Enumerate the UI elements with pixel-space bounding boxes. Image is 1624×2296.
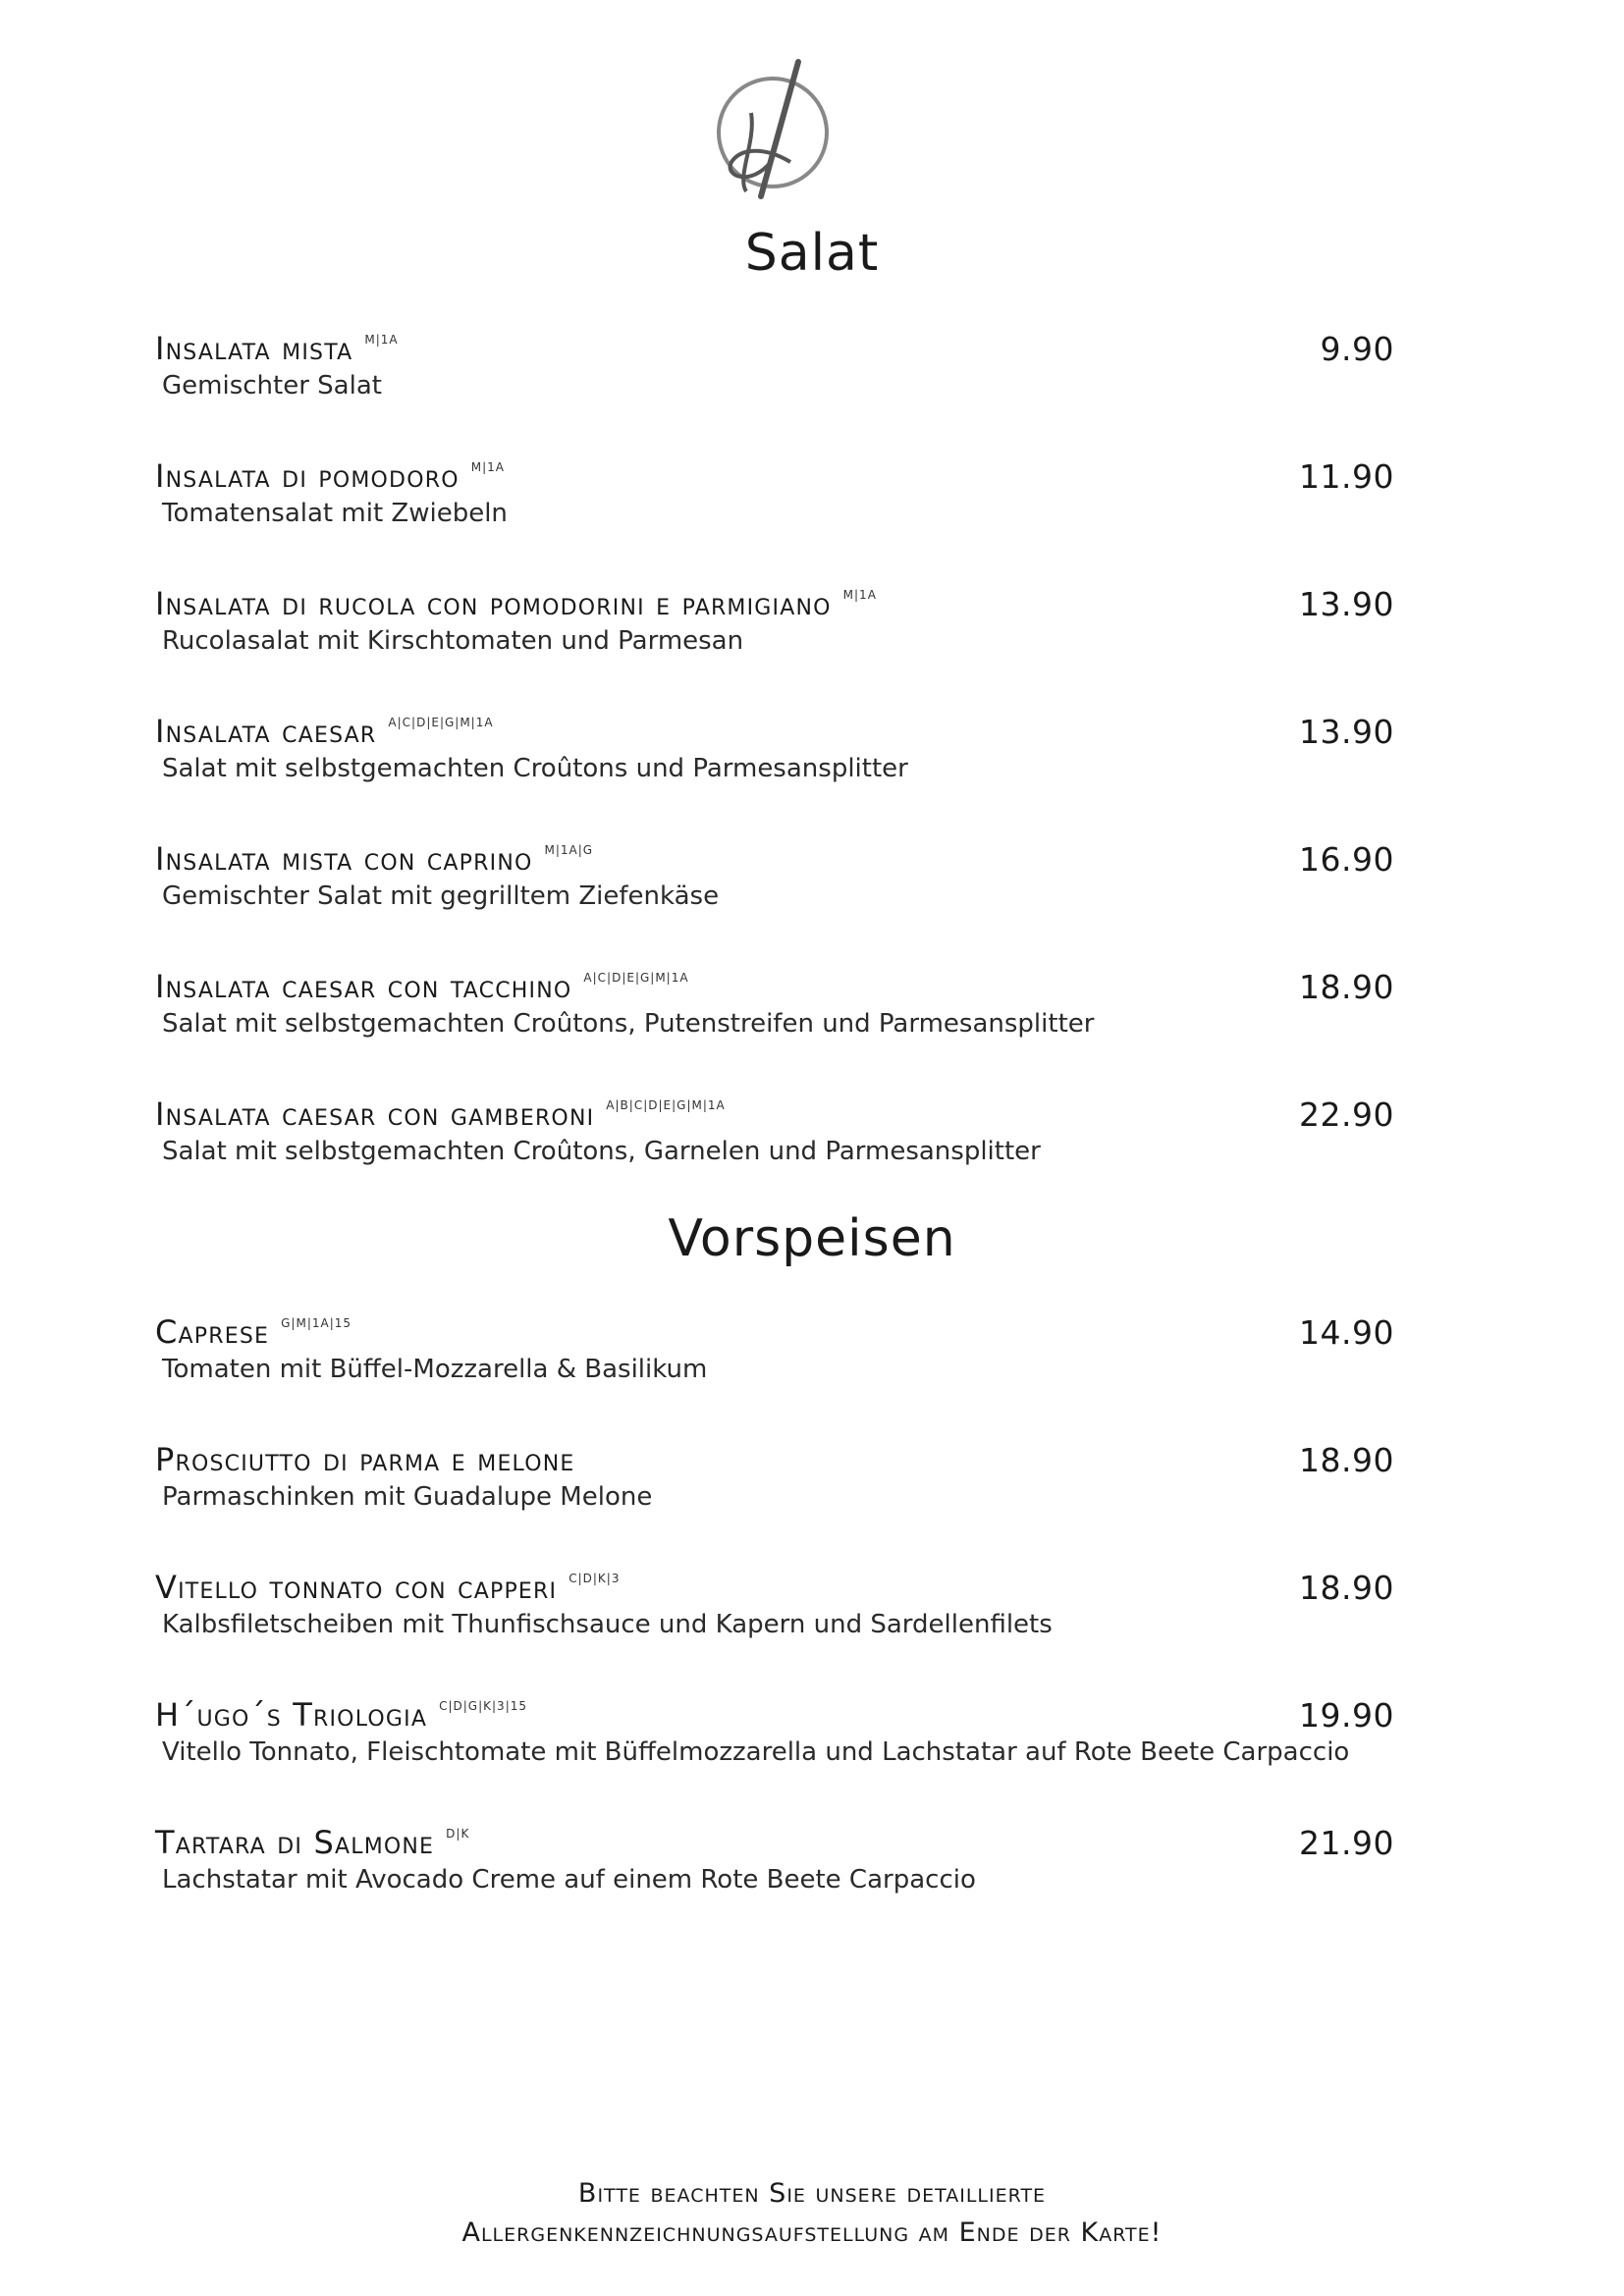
allergen-codes: G|M|1A|15 xyxy=(281,1316,352,1330)
allergen-notice-line-2: Allergenkennzeichnungsaufstellung am Ende der Karte! xyxy=(461,2217,1163,2248)
item-name: Insalata caesar $^{A|C|D|E|G|M|1A}$ xyxy=(155,713,494,750)
item-description: Kalbsfiletscheiben mit Thunfischsauce und Kapern und Sardellenfilets xyxy=(162,1610,1053,1639)
item-price: 14.90 xyxy=(1299,1313,1394,1352)
item-name: Prosciutto di parma e melone xyxy=(155,1441,575,1478)
item-price: 18.90 xyxy=(1299,1569,1394,1607)
item-description: Parmaschinken mit Guadalupe Melone xyxy=(162,1482,653,1512)
item-description: Gemischter Salat mit gegrilltem Ziefenkäse xyxy=(162,881,720,911)
menu-item xyxy=(155,1095,1394,1184)
item-description: Salat mit selbstgemachten Croûtons, Garnelen und Parmesansplitter xyxy=(162,1137,1041,1166)
item-description: Salat mit selbstgemachten Croûtons, Putenstreifen und Parmesansplitter xyxy=(162,1009,1095,1039)
allergen-codes: M|1A|G xyxy=(544,843,594,857)
item-description: Rucolasalat mit Kirschtomaten und Parmesan xyxy=(162,626,744,656)
item-price: 16.90 xyxy=(1299,840,1394,879)
item-name: Vitello tonnato con capperi $^{C|D|K|3}$ xyxy=(155,1569,621,1606)
item-name: Insalata di rucola con pomodorini e parmigiano $^{M|1A}$ xyxy=(155,585,877,622)
menu-item xyxy=(155,1313,1394,1402)
allergen-codes: M|1A xyxy=(470,460,505,474)
allergen-codes: A|C|D|E|G|M|1A xyxy=(388,716,494,729)
item-name: Insalata mista $^{M|1A}$ xyxy=(155,330,399,367)
restaurant-logo xyxy=(712,54,839,201)
menu-item xyxy=(155,457,1394,546)
item-price: 21.90 xyxy=(1299,1824,1394,1862)
menu-item xyxy=(155,585,1394,673)
item-description: Tomaten mit Büffel-Mozzarella & Basilikum xyxy=(162,1355,708,1384)
menu-item xyxy=(155,1569,1394,1657)
item-description: Tomatensalat mit Zwiebeln xyxy=(162,499,508,528)
allergen-codes: A|C|D|E|G|M|1A xyxy=(583,971,689,985)
item-price: 13.90 xyxy=(1299,585,1394,623)
item-name: Tartara di Salmone $^{D|K}$ xyxy=(155,1824,470,1861)
allergen-codes: A|B|C|D|E|G|M|1A xyxy=(606,1098,726,1112)
item-name: Insalata mista con caprino $^{M|1A|G}$ xyxy=(155,840,594,878)
item-price: 13.90 xyxy=(1299,713,1394,751)
allergen-codes: C|D|K|3 xyxy=(568,1572,621,1585)
section-title-vorspeisen: Vorspeisen xyxy=(668,1209,956,1268)
item-price: 18.90 xyxy=(1299,968,1394,1006)
menu-item xyxy=(155,1824,1394,1912)
item-price: 11.90 xyxy=(1299,457,1394,496)
menu-item xyxy=(155,968,1394,1056)
allergen-codes: M|1A xyxy=(842,588,877,602)
allergen-notice-line-1: Bitte beachten Sie unsere detaillierte xyxy=(577,2178,1047,2209)
menu-item xyxy=(155,330,1394,418)
item-name: Insalata caesar con tacchino $^{A|C|D|E|G|M|1A}$ xyxy=(155,968,689,1005)
menu-item xyxy=(155,840,1394,929)
item-description: Gemischter Salat xyxy=(162,371,382,400)
allergen-codes: D|K xyxy=(446,1827,470,1841)
item-price: 19.90 xyxy=(1299,1696,1394,1735)
section-title-salat: Salat xyxy=(744,224,880,283)
item-price: 9.90 xyxy=(1320,330,1394,368)
item-name: H´ugo´s Triologia $^{C|D|G|K|3|15}$ xyxy=(155,1696,527,1734)
item-name: Caprese $^{G|M|1A|15}$ xyxy=(155,1313,352,1351)
item-name: Insalata caesar con gamberoni $^{A|B|C|D|E|G|M|1A}$ xyxy=(155,1095,726,1133)
menu-item xyxy=(155,1696,1394,1785)
item-description: Lachstatar mit Avocado Creme auf einem Rote Beete Carpaccio xyxy=(162,1865,976,1895)
item-price: 22.90 xyxy=(1299,1095,1394,1134)
item-name: Insalata di pomodoro $^{M|1A}$ xyxy=(155,457,505,495)
allergen-notice xyxy=(0,2174,1624,2253)
menu-item xyxy=(155,713,1394,801)
item-description: Salat mit selbstgemachten Croûtons und Parmesansplitter xyxy=(162,754,908,783)
allergen-codes: C|D|G|K|3|15 xyxy=(439,1699,527,1713)
item-description: Vitello Tonnato, Fleischtomate mit Büffelmozzarella und Lachstatar auf Rote Beete Carpaccio xyxy=(162,1737,1350,1767)
menu-item xyxy=(155,1441,1394,1529)
allergen-codes: M|1A xyxy=(364,333,399,347)
item-price: 18.90 xyxy=(1299,1441,1394,1479)
